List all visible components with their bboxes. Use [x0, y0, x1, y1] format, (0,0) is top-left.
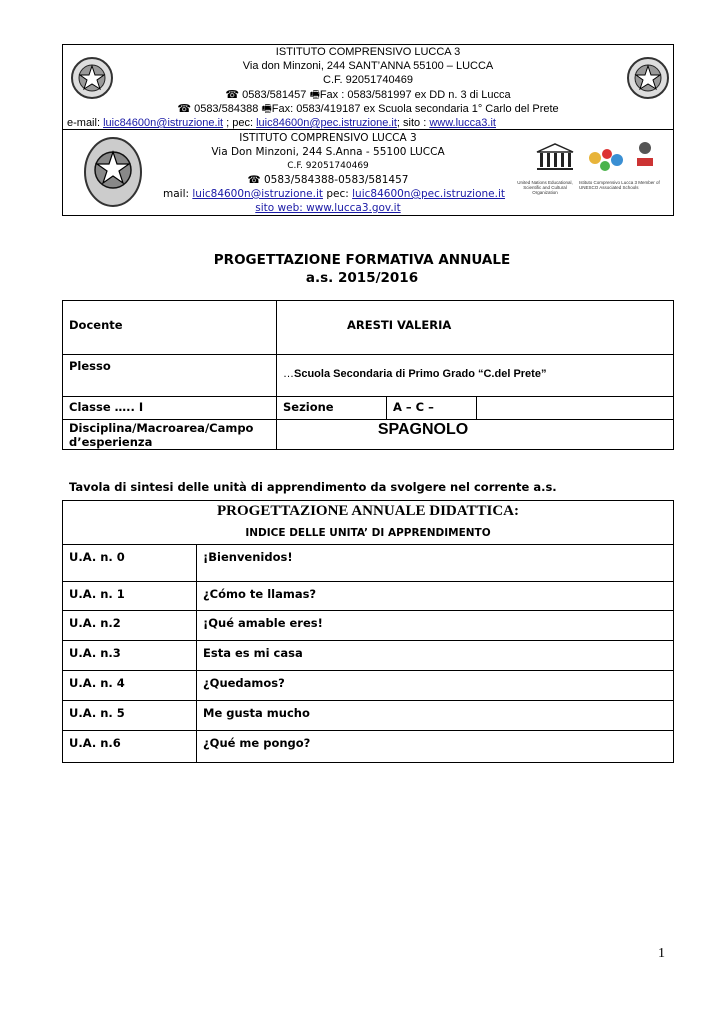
letterhead-secondary [62, 130, 674, 216]
sezione-value: A – C – [387, 397, 477, 420]
pec-link[interactable]: luic84600n@pec.istruzione.it [256, 117, 397, 129]
page-number: 1 [658, 946, 665, 961]
ua-number: U.A. n. 4 [63, 671, 197, 701]
table-row [63, 641, 674, 671]
ua-title: Me gusta mucho [197, 701, 674, 731]
website-link[interactable]: www.lucca3.it [429, 117, 496, 129]
unesco-label: United Nations Educational, Scientific and Cultural Organization [517, 180, 573, 195]
table-row [63, 731, 674, 763]
plesso-label: Plesso [63, 355, 277, 397]
email-link[interactable]: luic84600n@istruzione.it [103, 117, 224, 129]
ua-title: ¿Cómo te llamas? [197, 582, 674, 611]
ua-table-heading: PROGETTAZIONE ANNUALE DIDATTICA: [63, 501, 674, 523]
ua-title: ¡Bienvenidos! [197, 545, 674, 582]
classe-label: Classe ….. I [63, 397, 277, 420]
school-address-2: Via Don Minzoni, 244 S.Anna - 55100 LUCCA [211, 146, 445, 158]
phone-icon: ☎ [177, 102, 195, 115]
unesco-logo-icon [515, 136, 663, 208]
school-name-2: ISTITUTO COMPRENSIVO LUCCA 3 [239, 132, 417, 144]
table-row [63, 582, 674, 611]
phone-line-1: ☎ 0583/581457 🖷Fax : 0583/581997 ex DD n. 3 di Lucca [225, 88, 511, 101]
ua-number: U.A. n.6 [63, 731, 197, 763]
table-row [63, 701, 674, 731]
table-row [63, 671, 674, 701]
ua-table-subheading: INDICE DELLE UNITA’ DI APPRENDIMENTO [63, 523, 674, 545]
contact-line-2: mail: luic84600n@istruzione.it pec: luic84600n@pec.istruzione.it [163, 188, 506, 200]
plesso-cell: …Scuola Secondaria di Primo Grado “C.del Prete” [277, 355, 674, 397]
ua-title: ¡Qué amable eres! [197, 611, 674, 641]
ua-number: U.A. n. 5 [63, 701, 197, 731]
plesso-value: Scuola Secondaria di Primo Grado “C.del Prete” [294, 368, 547, 380]
pec-link-2[interactable]: luic84600n@pec.istruzione.it [352, 188, 506, 200]
ua-title: Esta es mi casa [197, 641, 674, 671]
ua-number: U.A. n.2 [63, 611, 197, 641]
colorful-logo-icon [587, 144, 627, 174]
letterhead-primary [62, 44, 674, 130]
tax-code: C.F. 92051740469 [323, 74, 413, 87]
school-address: Via don Minzoni, 244 SANT’ANNA 55100 – LUCCA [242, 60, 494, 73]
school-name: ISTITUTO COMPRENSIVO LUCCA 3 [275, 46, 461, 58]
ua-number: U.A. n.3 [63, 641, 197, 671]
school-year: a.s. 2015/2016 [305, 270, 419, 286]
network-logo-icon [633, 140, 657, 170]
fax-icon: 🖷 [309, 88, 320, 101]
phone-icon: ☎ [247, 174, 264, 186]
email-link-2[interactable]: luic84600n@istruzione.it [192, 188, 324, 200]
phone-line-3: ☎ 0583/584388-0583/581457 [247, 174, 409, 186]
tax-code-2: C.F. 92051740469 [287, 161, 369, 171]
fax-icon: 🖷 [261, 102, 272, 115]
summary-caption: Tavola di sintesi delle unità di apprendimento da svolgere nel corrente a.s. [69, 480, 557, 494]
docente-value: ARESTI VALERIA [277, 301, 674, 355]
table-row [63, 545, 674, 582]
phone-icon: ☎ [225, 88, 243, 101]
ua-number: U.A. n. 1 [63, 582, 197, 611]
ua-title: ¿Qué me pongo? [197, 731, 674, 763]
phone-line-2: ☎ 0583/584388 🖷Fax: 0583/419187 ex Scuola secondaria 1° Carlo del Prete [177, 102, 559, 115]
ua-number: U.A. n. 0 [63, 545, 197, 582]
contact-line: e-mail: luic84600n@istruzione.it ; pec: luic84600n@pec.istruzione.it; sito : www.lucca3.it [67, 117, 496, 129]
page-title: PROGETTAZIONE FORMATIVA ANNUALE [213, 252, 511, 268]
unesco-temple-icon [535, 142, 575, 172]
table-row [63, 611, 674, 641]
sezione-label: Sezione [277, 397, 387, 420]
docente-label: Docente [63, 301, 277, 355]
website-link-2[interactable]: sito web: www.lucca3.gov.it [255, 202, 401, 214]
disciplina-label: Disciplina/Macroarea/Campo d’esperienza [63, 420, 277, 450]
empty-cell [477, 397, 674, 420]
info-table [62, 300, 674, 450]
partner-label: Istituto Comprensivo Lucca 3 Member of UNESCO Associated Schools [579, 180, 660, 190]
disciplina-value: SPAGNOLO [277, 420, 674, 450]
ua-title: ¿Quedamos? [197, 671, 674, 701]
italian-emblem-icon [81, 134, 145, 210]
learning-units-table [62, 500, 674, 763]
